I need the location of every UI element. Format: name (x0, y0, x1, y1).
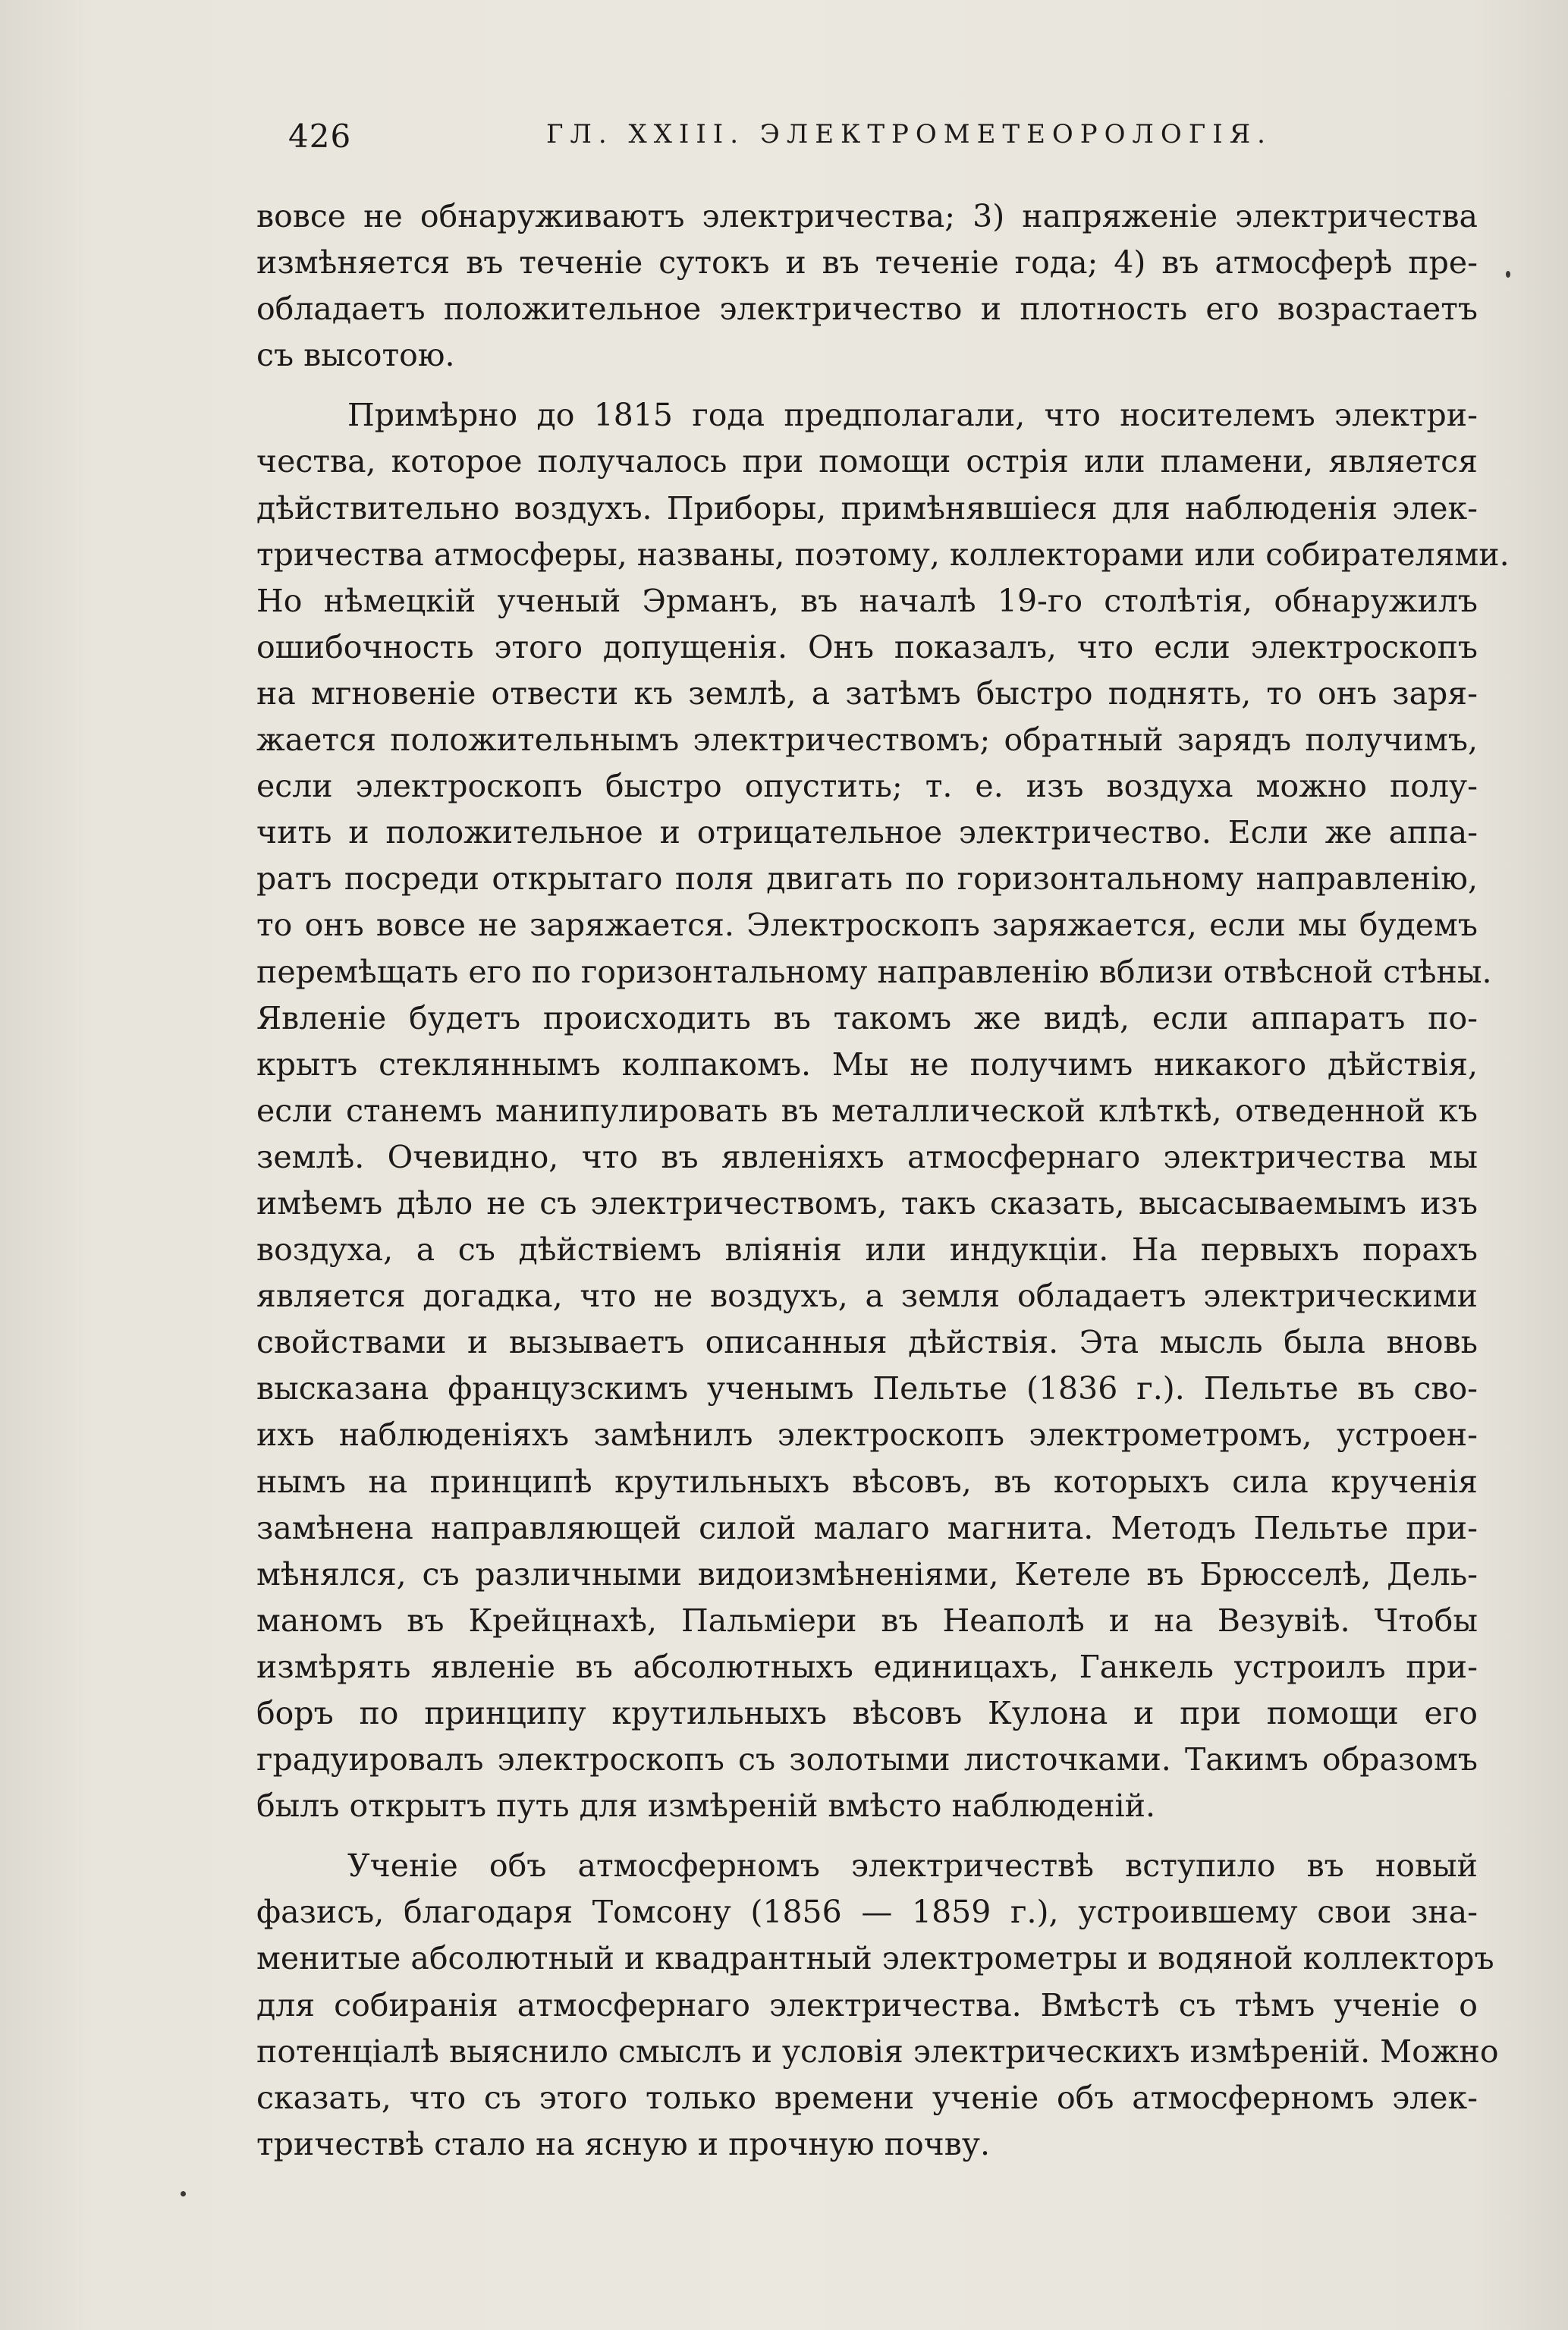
text-line: ошибочность этого допущенія. Онъ показалъ, что если электроскопъ (256, 628, 1478, 665)
text-line: мѣнялся, съ различными видоизмѣненіями, Кетеле въ Брюсселѣ, Дель- (256, 1555, 1478, 1593)
text-line: Примѣрно до 1815 года предполагали, что носителемъ электри- (347, 397, 1478, 434)
text-line: тричества атмосферы, названы, поэтому, коллекторами или собирателями. (256, 536, 1510, 573)
page-header (288, 118, 1472, 163)
text-line: обладаетъ положительное электричество и плотность его возрастаетъ (256, 291, 1478, 328)
running-head: ГЛ. XXIII. ЭЛЕКТРОМЕТЕОРОЛОГІЯ. (546, 119, 1272, 149)
text-line: воздуха, а съ дѣйствіемъ вліянія или индукціи. На первыхъ порахъ (256, 1231, 1478, 1269)
text-line: свойствами и вызываетъ описанныя дѣйствія. Эта мысль была вновь (256, 1324, 1478, 1361)
text-line: ихъ наблюденіяхъ замѣнилъ электроскопъ электрометромъ, устроен- (256, 1417, 1478, 1454)
text-line: то онъ вовсе не заряжается. Электроскопъ заряжается, если мы будемъ (256, 907, 1478, 944)
text-line: менитые абсолютный и квадрантный электрометры и водяной коллекторъ (256, 1940, 1494, 1977)
text-line: Явленіе будетъ происходить въ такомъ же видѣ, если аппаратъ по- (256, 999, 1478, 1036)
text-line: измѣняется въ теченіе сутокъ и въ теченіе года; 4) въ атмосферѣ пре- (256, 244, 1478, 281)
text-line: если электроскопъ быстро опустить; т. е. изъ воздуха можно полу- (256, 768, 1478, 805)
paragraph-2 (256, 392, 1510, 1829)
text-line: потенціалѣ выяснило смыслъ и условія электрическихъ измѣреній. Можно (256, 2033, 1499, 2070)
text-line: ратъ посреди открытаго поля двигать по горизонтальному направленію, (256, 860, 1478, 898)
text-line: чества, которое получалось при помощи острія или пламени, является (256, 443, 1478, 480)
paragraph-3 (256, 1843, 1499, 2168)
text-line: вовсе не обнаруживаютъ электричества; 3) напряженіе электричества (256, 198, 1478, 234)
text-line: боръ по принципу крутильныхъ вѣсовъ Кулона и при помощи его (256, 1695, 1478, 1731)
text-line: крытъ стекляннымъ колпакомъ. Мы не получимъ никакого дѣйствія, (256, 1046, 1478, 1083)
text-line: фазисъ, благодаря Томсону (1856 — 1859 г.), устроившему свои зна- (256, 1894, 1478, 1931)
text-line: имѣемъ дѣло не съ электричествомъ, такъ сказать, высасываемымъ изъ (256, 1184, 1478, 1222)
text-line: высказана французскимъ ученымъ Пельтье (1836 г.). Пельтье въ сво- (256, 1370, 1478, 1407)
text-line: нымъ на принципѣ крутильныхъ вѣсовъ, въ которыхъ сила крученія (256, 1463, 1478, 1500)
text-line: чить и положительное и отрицательное электричество. Если же аппа- (256, 814, 1478, 851)
page-number: 426 (288, 118, 352, 155)
text-line: перемѣщать его по горизонтальному направленію вблизи отвѣсной стѣны. (256, 953, 1492, 990)
scan-speck (181, 2191, 186, 2196)
text-line: землѣ. Очевидно, что въ явленіяхъ атмосфернаго электричества мы (256, 1138, 1478, 1175)
text-line: былъ открытъ путь для измѣреній вмѣсто наблюденій. (256, 1788, 1155, 1825)
text-line: замѣнена направляющей силой малаго магнита. Методъ Пельтье при- (256, 1509, 1478, 1546)
body-text (256, 193, 1510, 2168)
text-line: градуировалъ электроскопъ съ золотыми листочками. Такимъ образомъ (256, 1741, 1478, 1778)
text-line: на мгновеніе отвести къ землѣ, а затѣмъ быстро поднять, то онъ заря- (256, 674, 1478, 712)
text-line: для собиранія атмосфернаго электричества. Вмѣстѣ съ тѣмъ ученіе о (256, 1986, 1478, 2023)
text-line: тричествѣ стало на ясную и прочную почву. (256, 2125, 991, 2162)
text-line: сказать, что съ этого только времени ученіе объ атмосферномъ элек- (256, 2079, 1478, 2116)
paragraph-1 (256, 193, 1478, 379)
text-line: если станемъ манипулировать въ металлической клѣткѣ, отведенной къ (256, 1092, 1478, 1129)
text-line: съ высотою. (256, 337, 455, 374)
text-line: является догадка, что не воздухъ, а земля обладаетъ электрическими (256, 1278, 1478, 1315)
text-line: Ученіе объ атмосферномъ электричествѣ вступило въ новый (347, 1847, 1478, 1885)
text-line: Но нѣмецкій ученый Эрманъ, въ началѣ 19-го столѣтія, обнаружилъ (256, 582, 1478, 619)
text-line: дѣйствительно воздухъ. Приборы, примѣнявшіеся для наблюденія элек- (256, 489, 1478, 527)
scan-speck (1506, 271, 1510, 278)
text-line: измѣрять явленіе въ абсолютныхъ единицахъ, Ганкель устроилъ при- (256, 1648, 1478, 1685)
text-line: маномъ въ Крейцнахѣ, Пальміери въ Неаполѣ и на Везувіѣ. Чтобы (256, 1602, 1478, 1639)
text-line: жается положительнымъ электричествомъ; обратный зарядъ получимъ, (256, 722, 1478, 759)
